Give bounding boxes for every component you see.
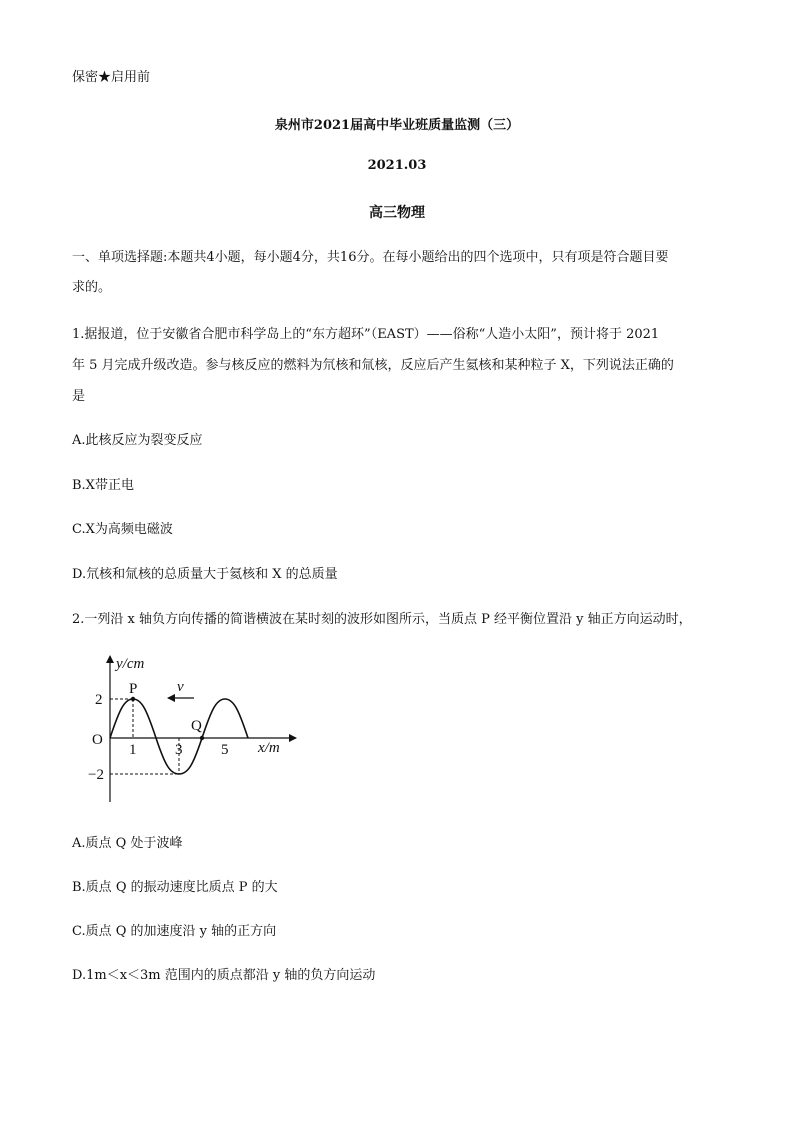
y-tick-top-label: 2 [95, 692, 103, 708]
point-p-marker [131, 697, 135, 701]
x-tick-5-label: 5 [221, 742, 229, 758]
exam-date: 2021.03 [367, 158, 427, 173]
page-title: 泉州市2021届高中毕业班质量监测（三） [274, 118, 520, 133]
question2-stem-line-1: 2.一列沿 x 轴负方向传播的简谐横波在某时刻的波形如图所示，当质点 P 经平衡位置沿 y 轴正方向运动时， [72, 612, 692, 627]
point-q-label: Q [191, 718, 202, 734]
confidential-label: 保密★启用前 [72, 70, 151, 85]
question2-option-c: C.质点 Q 的加速度沿 y 轴的正方向 [72, 924, 277, 939]
point-p-label: P [129, 681, 138, 697]
y-axis-label: y/cm [116, 656, 145, 672]
point-q-marker [200, 736, 204, 740]
question1-option-b: B.X带正电 [72, 478, 134, 493]
wave-curve [110, 699, 248, 774]
x-tick-3-label: 3 [175, 742, 183, 758]
origin-label: O [92, 732, 103, 748]
subject-title: 高三物理 [369, 205, 425, 221]
question1-stem-line-2: 年 5 月完成升级改造。参与核反应的燃料为氘核和氚核，反应后产生氦核和某种粒子 X，下列说法正确的 [72, 358, 674, 373]
y-tick-bottom-label: −2 [88, 767, 104, 783]
question1-option-a: A.此核反应为裂变反应 [72, 433, 203, 448]
section-intro-line-1: 一、单项选择题:本题共4小题，每小题4分，共16分。在每小题给出的四个选项中，只有项是符合题目要 [72, 250, 669, 265]
question1-option-d: D.氘核和氚核的总质量大于氦核和 X 的总质量 [72, 567, 338, 582]
question2-option-d: D.1m＜x＜3m 范围内的质点都沿 y 轴的负方向运动 [72, 968, 376, 983]
section-intro-line-2: 求的。 [72, 280, 112, 295]
question2-option-a: A.质点 Q 处于波峰 [72, 836, 183, 851]
question1-stem-line-1: 1.据报道，位于安徽省合肥市科学岛上的“东方超环”（EAST）——俗称“人造小太阳”，预计将于 2021 [72, 327, 660, 342]
x-axis-label: x/m [258, 740, 280, 756]
wave-graph [88, 646, 302, 806]
velocity-label: v [177, 679, 184, 695]
question2-option-b: B.质点 Q 的振动速度比质点 P 的大 [72, 880, 278, 895]
x-tick-1-label: 1 [129, 742, 137, 758]
question1-stem-line-3: 是 [72, 389, 86, 404]
question1-option-c: C.X为高频电磁波 [72, 522, 173, 537]
